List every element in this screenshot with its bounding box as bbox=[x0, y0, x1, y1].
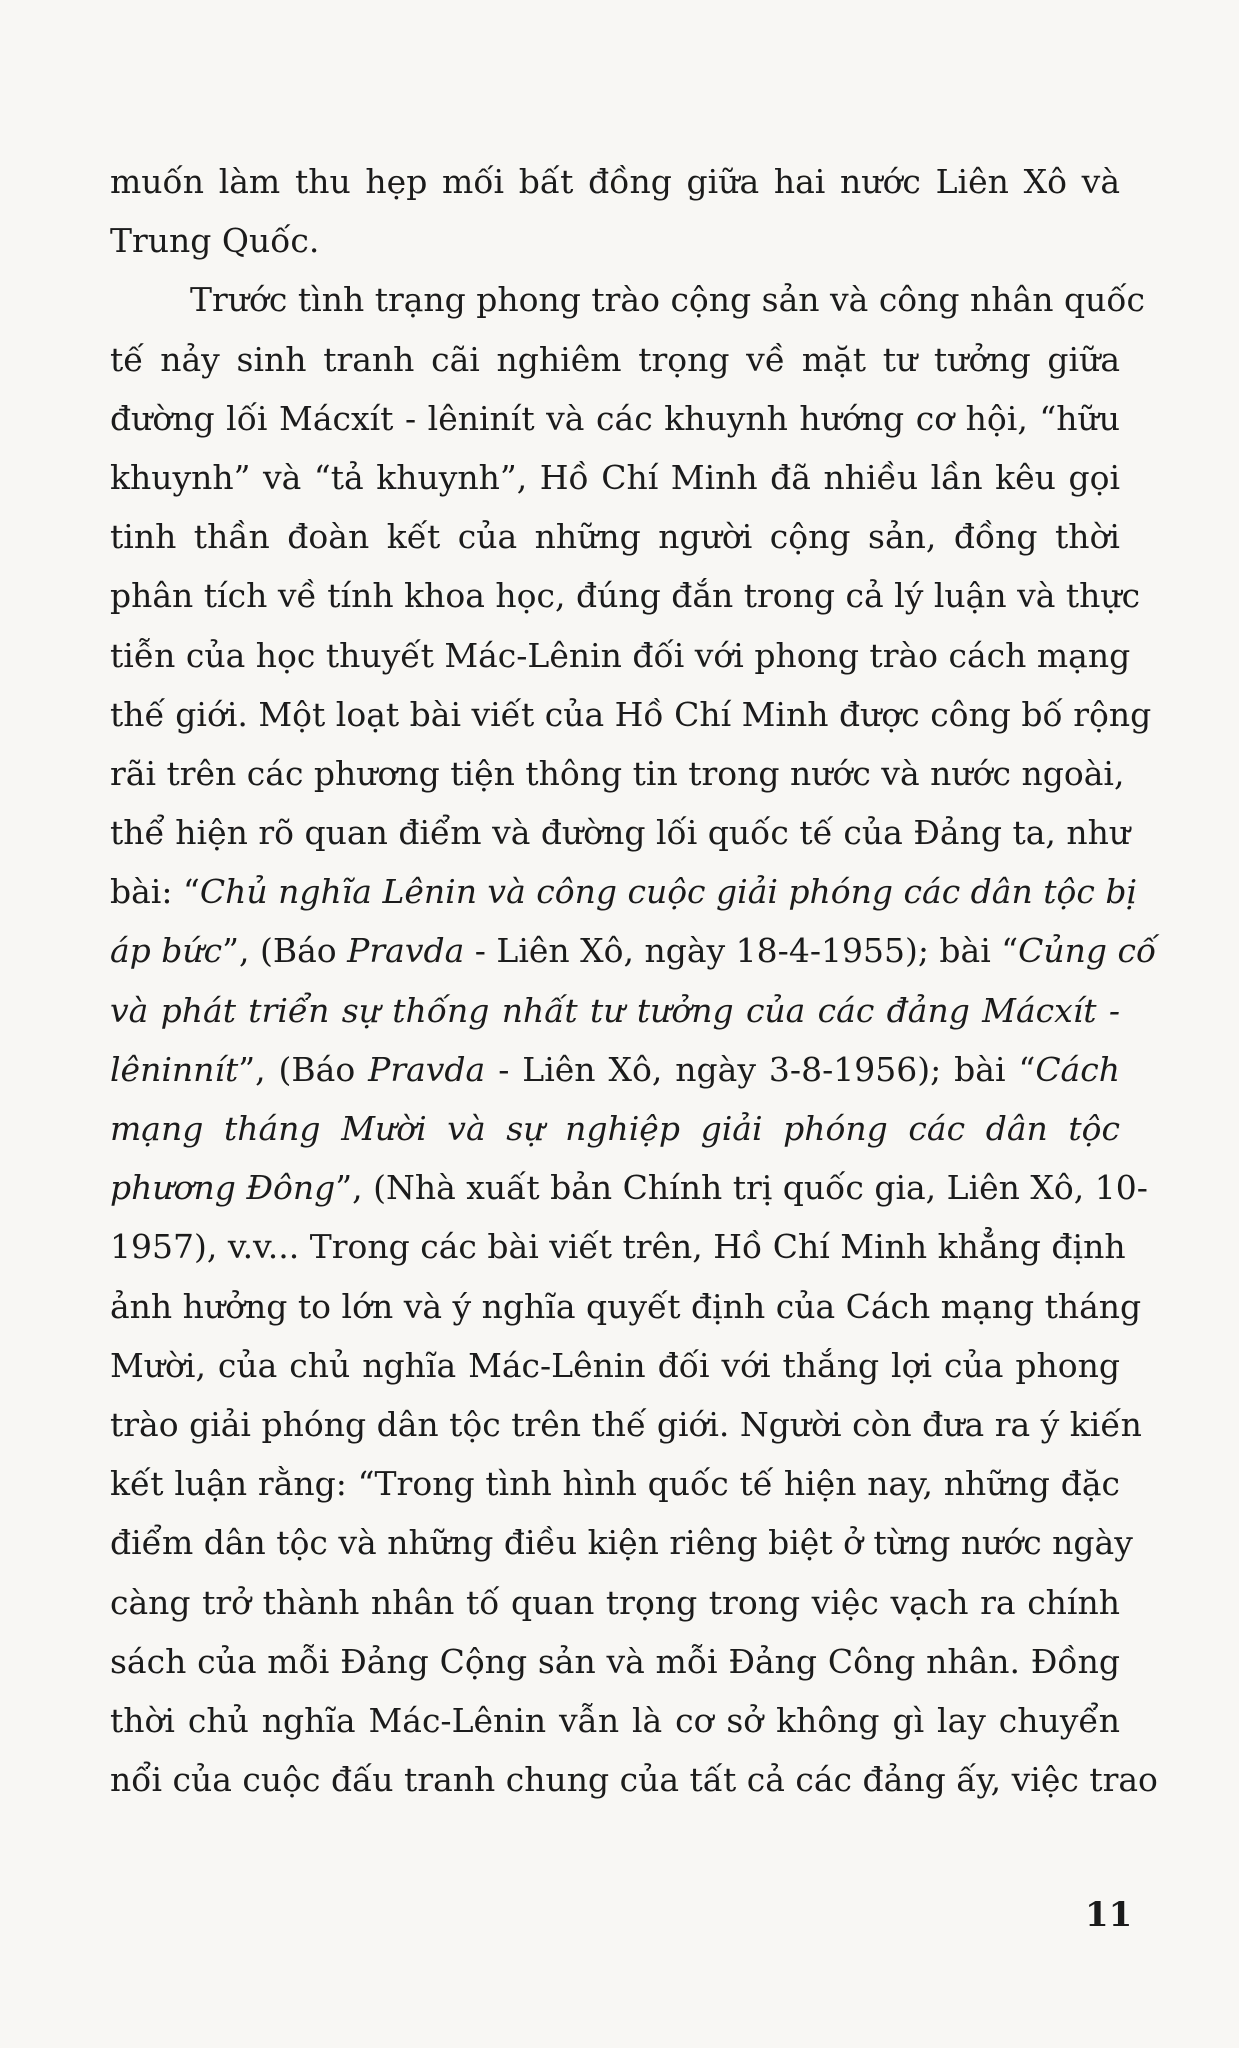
text-line: mạng tháng Mười và sự nghiệp giải phóng các dân tộc bbox=[110, 1109, 1120, 1148]
text-line: nổi của cuộc đấu tranh chung của tất cả các đảng ấy, việc trao bbox=[110, 1760, 1158, 1800]
text-line: sách của mỗi Đảng Cộng sản và mỗi Đảng Công nhân. Đồng bbox=[110, 1641, 1120, 1681]
text-line: khuynh” và “tả khuynh”, Hồ Chí Minh đã nhiều lần kêu gọi bbox=[110, 457, 1120, 497]
italic-newspaper: Pravda bbox=[368, 1049, 486, 1089]
text-line: tinh thần đoàn kết của những người cộng sản, đồng thời bbox=[110, 517, 1120, 557]
text-line: Trung Quốc. bbox=[110, 221, 320, 261]
text-line: càng trở thành nhân tố quan trọng trong việc vạch ra chính bbox=[110, 1582, 1120, 1622]
italic-title: phương Đông bbox=[110, 1168, 336, 1208]
text-line: đường lối Mácxít - lêninít và các khuynh hướng cơ hội, “hữu bbox=[110, 398, 1120, 438]
text-line: rãi trên các phương tiện thông tin trong nước và nước ngoài, bbox=[110, 753, 1125, 793]
text-line: Mười, của chủ nghĩa Mác-Lênin đối với thắng lợi của phong bbox=[110, 1345, 1120, 1385]
text-line: muốn làm thu hẹp mối bất đồng giữa hai nước Liên Xô và bbox=[110, 162, 1120, 201]
text-line: 1957), v.v... Trong các bài viết trên, Hồ Chí Minh khẳng định bbox=[110, 1227, 1126, 1267]
page-number: 11 bbox=[1085, 1895, 1133, 1935]
text-line: phương Đông”, (Nhà xuất bản Chính trị quốc gia, Liên Xô, 10- bbox=[110, 1168, 1148, 1208]
text-line: tế nảy sinh tranh cãi nghiêm trọng về mặt tư tưởng giữa bbox=[110, 339, 1120, 379]
text-line: thế giới. Một loạt bài viết của Hồ Chí Minh được công bố rộng bbox=[110, 694, 1152, 734]
text-line: ảnh hưởng to lớn và ý nghĩa quyết định của Cách mạng tháng bbox=[110, 1286, 1142, 1326]
italic-title: Củng cố bbox=[1018, 931, 1157, 971]
text-line: bài: “Chủ nghĩa Lênin và công cuộc giải phóng các dân tộc bị bbox=[110, 872, 1137, 912]
paragraph-first-line: Trước tình trạng phong trào cộng sản và công nhân quốc bbox=[190, 280, 1146, 320]
italic-title: áp bức bbox=[110, 931, 223, 971]
text-line: thể hiện rõ quan điểm và đường lối quốc tế của Đảng ta, như bbox=[110, 813, 1131, 853]
text-line: phân tích về tính khoa học, đúng đắn trong cả lý luận và thực bbox=[110, 576, 1141, 616]
text-line: điểm dân tộc và những điều kiện riêng biệt ở từng nước ngày bbox=[110, 1523, 1133, 1563]
italic-title: lêninnít bbox=[110, 1049, 239, 1089]
italic-title: Chủ nghĩa Lênin và công cuộc giải phóng các dân tộc bị bbox=[199, 872, 1137, 912]
text-line: lêninnít”, (Báo Pravda - Liên Xô, ngày 3-8-1956); bài “Cách bbox=[110, 1049, 1120, 1089]
text-line: thời chủ nghĩa Mác-Lênin vẫn là cơ sở không gì lay chuyển bbox=[110, 1700, 1120, 1740]
text-line: trào giải phóng dân tộc trên thế giới. Người còn đưa ra ý kiến bbox=[110, 1404, 1142, 1444]
text-line: áp bức”, (Báo Pravda - Liên Xô, ngày 18-4-1955); bài “Củng cố bbox=[110, 931, 1157, 971]
body-text bbox=[110, 152, 1158, 1809]
text-line: tiễn của học thuyết Mác-Lênin đối với phong trào cách mạng bbox=[110, 635, 1131, 675]
italic-newspaper: Pravda bbox=[347, 931, 465, 971]
text-line: và phát triển sự thống nhất tư tưởng của các đảng Mácxít - bbox=[110, 990, 1120, 1030]
italic-title: Cách bbox=[1035, 1049, 1120, 1089]
text-line: kết luận rằng: “Trong tình hình quốc tế hiện nay, những đặc bbox=[110, 1464, 1120, 1504]
